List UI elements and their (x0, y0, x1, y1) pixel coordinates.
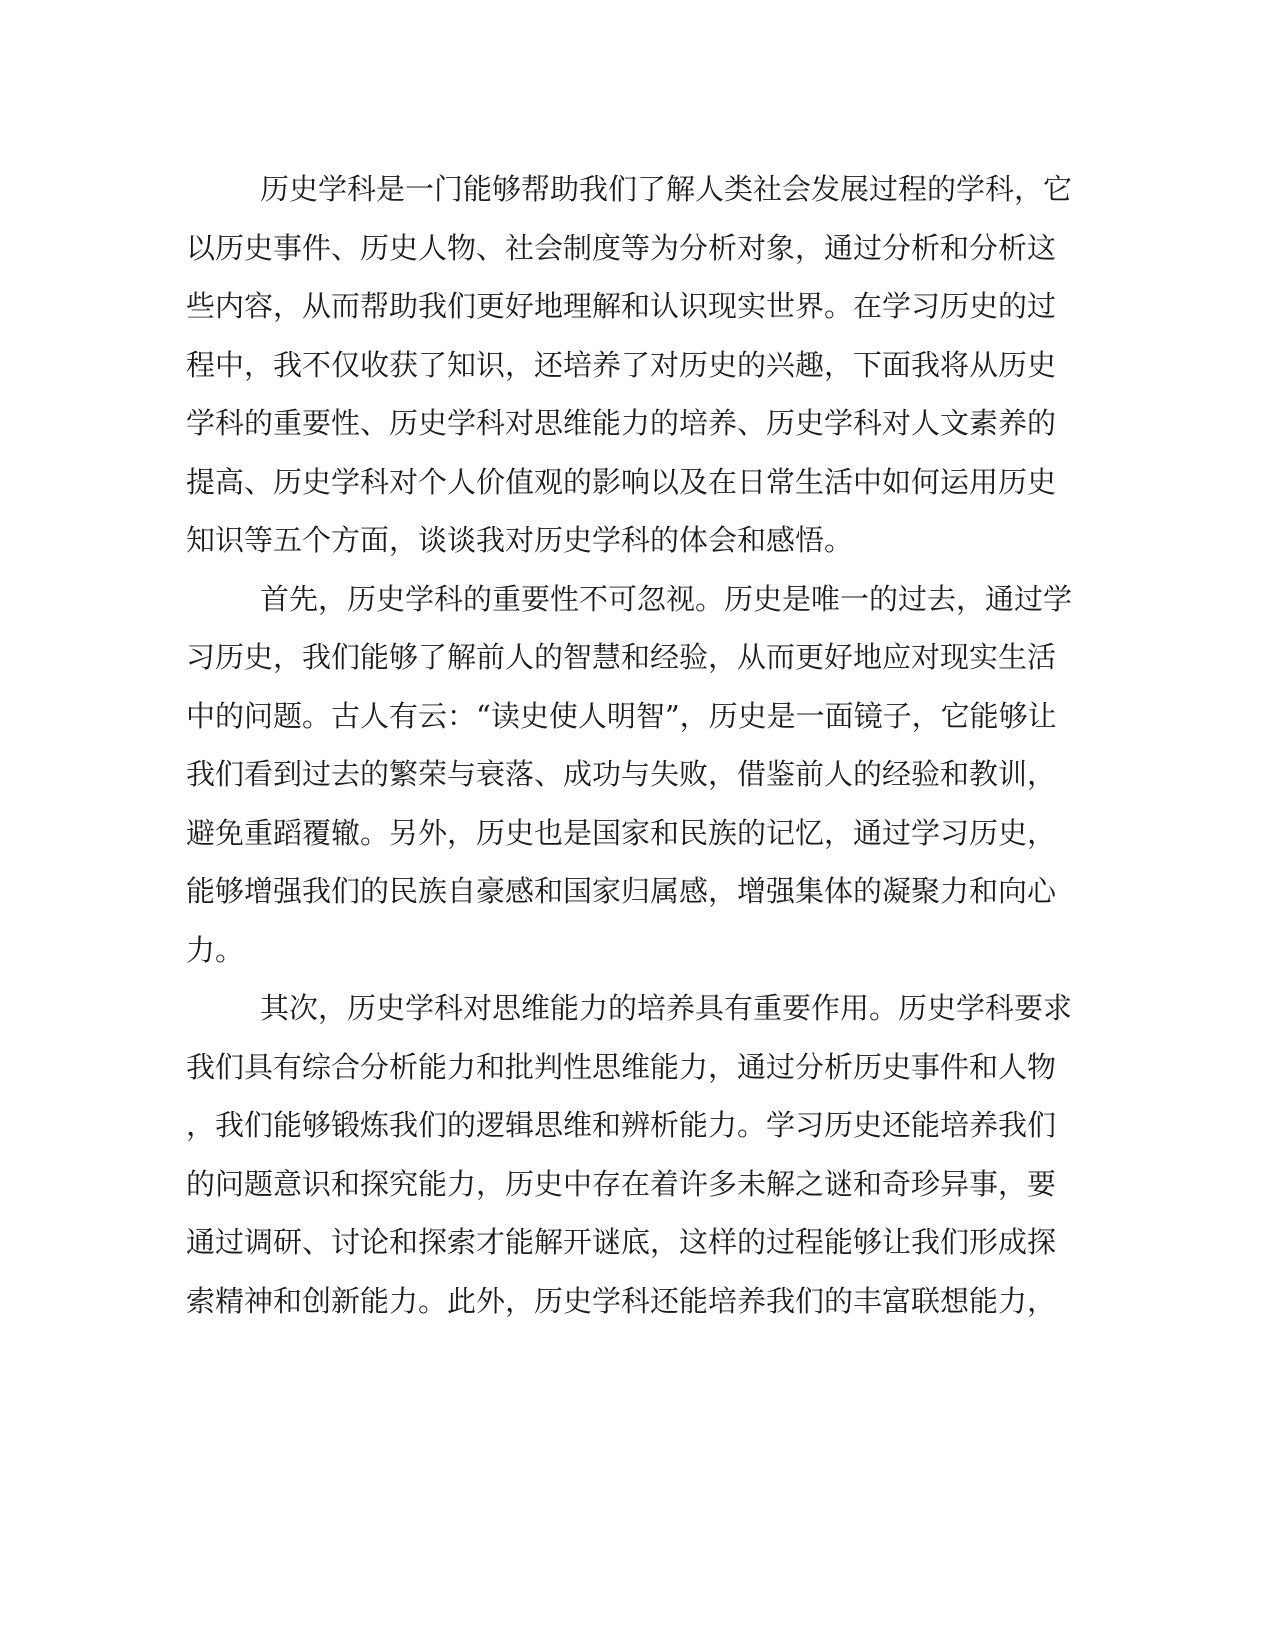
text-line: 程中，我不仅收获了知识，还培养了对历史的兴趣，下面我将从历史 (186, 347, 1057, 382)
document-body (186, 160, 1073, 1330)
paragraph-thinking (186, 979, 1073, 1330)
text-line: 我们看到过去的繁荣与衰落、成功与失败，借鉴前人的经验和教训， (186, 757, 1057, 791)
text-line: 中的问题。古人有云：“读史使人明智”，历史是一面镜子，它能够让 (186, 698, 1057, 733)
text-line: 习历史，我们能够了解前人的智慧和经验，从而更好地应对现实生活 (186, 640, 1057, 674)
paragraph-intro (186, 160, 1073, 570)
text-line: 通过调研、讨论和探索才能解开谜底，这样的过程能够让我们形成探 (186, 1225, 1057, 1259)
text-line: 学科的重要性、历史学科对思维能力的培养、历史学科对人文素养的 (186, 406, 1057, 440)
text-line: 其次，历史学科对思维能力的培养具有重要作用。历史学科要求 (260, 991, 1073, 1025)
text-line: 首先，历史学科的重要性不可忽视。历史是唯一的过去，通过学 (260, 581, 1073, 616)
text-line: 知识等五个方面，谈谈我对历史学科的体会和感悟。 (186, 523, 854, 557)
text-line: 以历史事件、历史人物、社会制度等为分析对象，通过分析和分析这 (186, 230, 1057, 265)
paragraph-importance (186, 570, 1073, 980)
text-line: 提高、历史学科对个人价值观的影响以及在日常生活中如何运用历史 (186, 464, 1057, 499)
text-line: 的问题意识和探究能力，历史中存在着许多未解之谜和奇珍异事，要 (186, 1166, 1057, 1201)
text-line: 避免重蹈覆辙。另外，历史也是国家和民族的记忆，通过学习历史， (186, 815, 1057, 850)
text-line: 我们具有综合分析能力和批判性思维能力，通过分析历史事件和人物 (186, 1049, 1057, 1084)
text-line: 能够增强我们的民族自豪感和国家归属感，增强集体的凝聚力和向心 (186, 874, 1057, 908)
text-line: 些内容，从而帮助我们更好地理解和认识现实世界。在学习历史的过 (186, 289, 1057, 323)
text-line: 力。 (186, 932, 245, 967)
text-line: 历史学科是一门能够帮助我们了解人类社会发展过程的学科，它 (260, 172, 1073, 206)
text-line: 索精神和创新能力。此外，历史学科还能培养我们的丰富联想能力， (186, 1283, 1057, 1318)
text-line: ，我们能够锻炼我们的逻辑思维和辨析能力。学习历史还能培养我们 (186, 1108, 1057, 1142)
